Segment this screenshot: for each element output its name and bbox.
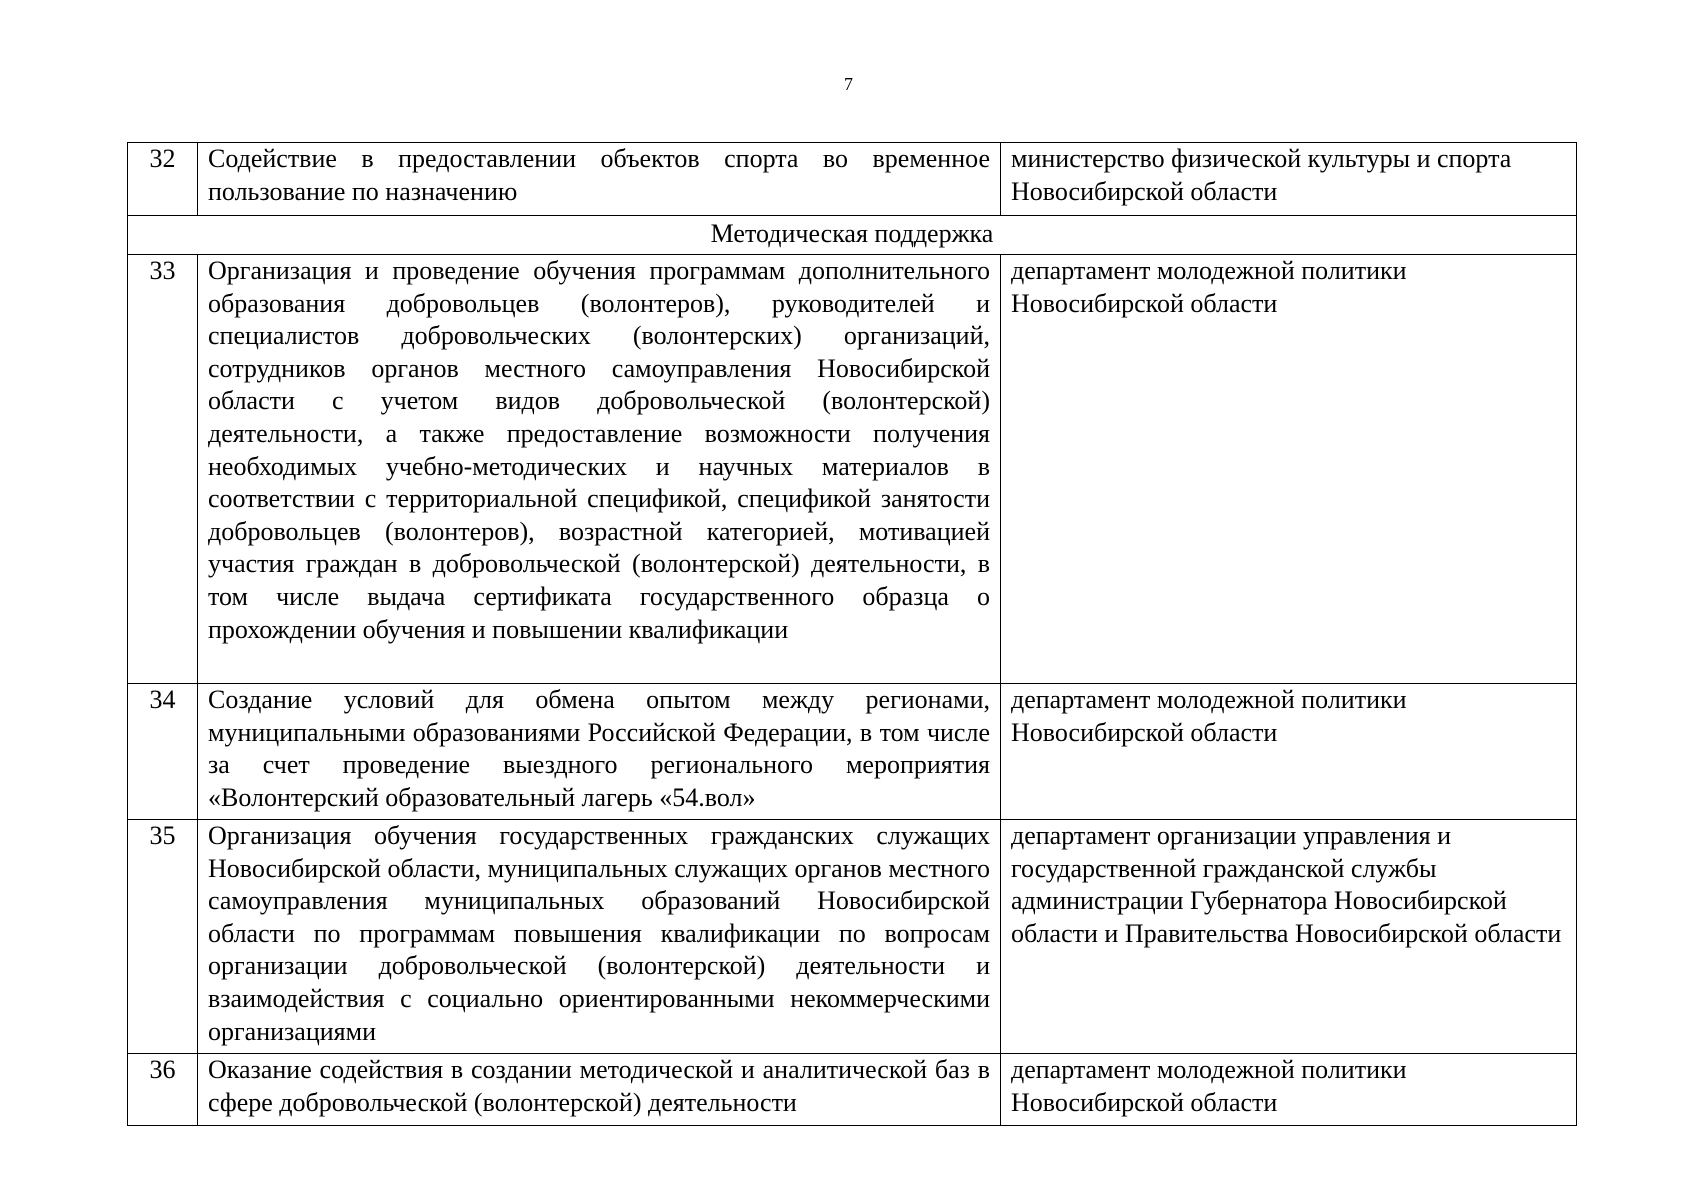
responsible-body: департамент молодежной политики Новосибирской области bbox=[1001, 1054, 1577, 1126]
measure-description: Создание условий для обмена опытом между регионами, муниципальными образованиями Российской Федерации, в том числе за счет проведение выездного регионального мероприятия «Волонтерский образовательный лагерь «54.вол» bbox=[198, 684, 1001, 820]
row-number: 36 bbox=[128, 1054, 198, 1126]
responsible-body: министерство физической культуры и спорта Новосибирской области bbox=[1001, 143, 1577, 216]
table-row bbox=[128, 255, 1577, 684]
table-row bbox=[128, 684, 1577, 820]
responsible-body: департамент молодежной политики Новосибирской области bbox=[1001, 684, 1577, 820]
measures-table bbox=[127, 142, 1577, 1126]
row-number: 32 bbox=[128, 143, 198, 216]
row-number: 33 bbox=[128, 255, 198, 684]
section-row bbox=[128, 216, 1577, 255]
section-heading: Методическая поддержка bbox=[128, 216, 1577, 255]
page-number: 7 bbox=[844, 74, 853, 94]
row-number: 34 bbox=[128, 684, 198, 820]
measure-description: Содействие в предоставлении объектов спорта во временное пользование по назначению bbox=[198, 143, 1001, 216]
row-number: 35 bbox=[128, 820, 198, 1054]
responsible-body: департамент молодежной политики Новосибирской области bbox=[1001, 255, 1577, 684]
table-row bbox=[128, 1054, 1577, 1126]
responsible-body: департамент организации управления и государственной гражданской службы администрации Губернатора Новосибирской области и Правительства Новосибирской области bbox=[1001, 820, 1577, 1054]
measure-description: Оказание содействия в создании методической и аналитической баз в сфере добровольческой (волонтерской) деятельности bbox=[198, 1054, 1001, 1126]
measure-description: Организация обучения государственных гражданских служащих Новосибирской области, муниципальных служащих органов местного самоуправления муниципальных образований Новосибирской области по программам повышения квалификации по вопросам организации добровольческой (волонтерской) деятельности и взаимодействия с социально ориентированными некоммерческими организациями bbox=[198, 820, 1001, 1054]
measure-description: Организация и проведение обучения программам дополнительного образования добровольцев (волонтеров), руководителей и специалистов добровольческих (волонтерских) организаций, сотрудников органов местного самоуправления Новосибирской области с учетом видов добровольческой (волонтерской) деятельности, а также предоставление возможности получения необходимых учебно-методических и научных материалов в соответствии с территориальной спецификой, спецификой занятости добровольцев (волонтеров), возрастной категорией, мотивацией участия граждан в добровольческой (волонтерской) деятельности, в том числе выдача сертификата государственного образца о прохождении обучения и повышении квалификации bbox=[198, 255, 1001, 684]
table-row bbox=[128, 820, 1577, 1054]
table-row bbox=[128, 143, 1577, 216]
